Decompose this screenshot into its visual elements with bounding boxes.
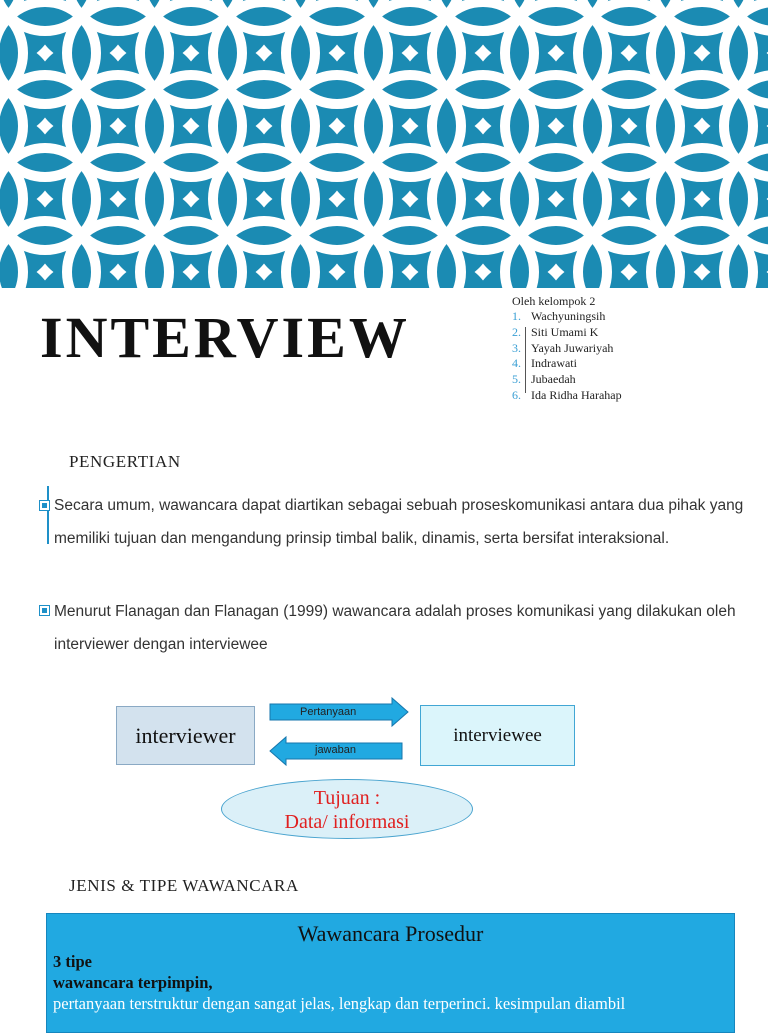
list-number: 3.	[512, 340, 521, 355]
list-item	[512, 309, 622, 325]
list-number: 1.	[512, 309, 521, 323]
list-number: 5.	[512, 372, 521, 387]
page-title: INTERVIEW	[40, 305, 410, 370]
bullet-icon	[39, 605, 50, 616]
interviewer-box: interviewer	[116, 706, 255, 765]
group-members	[512, 293, 622, 404]
interviewee-box: interviewee	[420, 705, 575, 766]
member-name: Indrawati	[531, 356, 577, 371]
list-item	[512, 325, 622, 341]
goal-oval	[221, 779, 473, 839]
list-number: 6.	[512, 387, 521, 402]
goal-label: Tujuan :	[313, 787, 381, 809]
type-name: wawancara terpimpin,	[53, 973, 213, 992]
member-name: Yayah Juwariyah	[531, 340, 614, 355]
member-list	[512, 309, 622, 404]
procedure-panel	[46, 913, 735, 1033]
list-number: 4.	[512, 356, 521, 371]
answer-arrow-label: jawaban	[315, 744, 356, 756]
member-name: Wachyuningsih	[531, 309, 606, 323]
goal-value: Data/ informasi	[284, 811, 410, 833]
decorative-pattern-banner	[0, 0, 768, 288]
section-heading-pengertian: PENGERTIAN	[69, 452, 181, 471]
question-arrow-label: Pertanyaan	[300, 706, 357, 718]
list-item	[512, 372, 622, 388]
panel-body	[53, 951, 734, 1014]
section-heading-jenis: JENIS & TIPE WAWANCARA	[69, 876, 299, 895]
list-item	[512, 356, 622, 372]
type-description: pertanyaan terstruktur dengan sangat jelas, lengkap dan terperinci. kesimpulan diambil	[53, 994, 626, 1013]
list-item	[512, 388, 622, 404]
list-item	[512, 341, 622, 357]
list-number: 2.	[512, 324, 521, 339]
bullet-icon	[39, 500, 50, 511]
panel-title: Wawancara Prosedur	[297, 921, 484, 946]
definition-paragraph: Secara umum, wawancara dapat diartikan sebagai sebuah proseskomunikasi antara dua pihak yang memiliki tujuan dan mengandung prinsip timbal balik, dinamis, serta bersifat interaksional.	[54, 497, 744, 547]
type-count: 3 tipe	[53, 952, 92, 971]
accent-line	[47, 486, 49, 544]
member-name: Siti Umami K	[531, 324, 599, 339]
group-heading: Oleh kelompok 2	[512, 294, 596, 308]
member-name: Ida Ridha Harahap	[531, 387, 622, 402]
citation-paragraph: Menurut Flanagan dan Flanagan (1999) wawancara adalah proses komunikasi yang dilakukan oleh interviewer dengan interviewee	[54, 603, 736, 653]
member-name: Jubaedah	[531, 372, 576, 387]
